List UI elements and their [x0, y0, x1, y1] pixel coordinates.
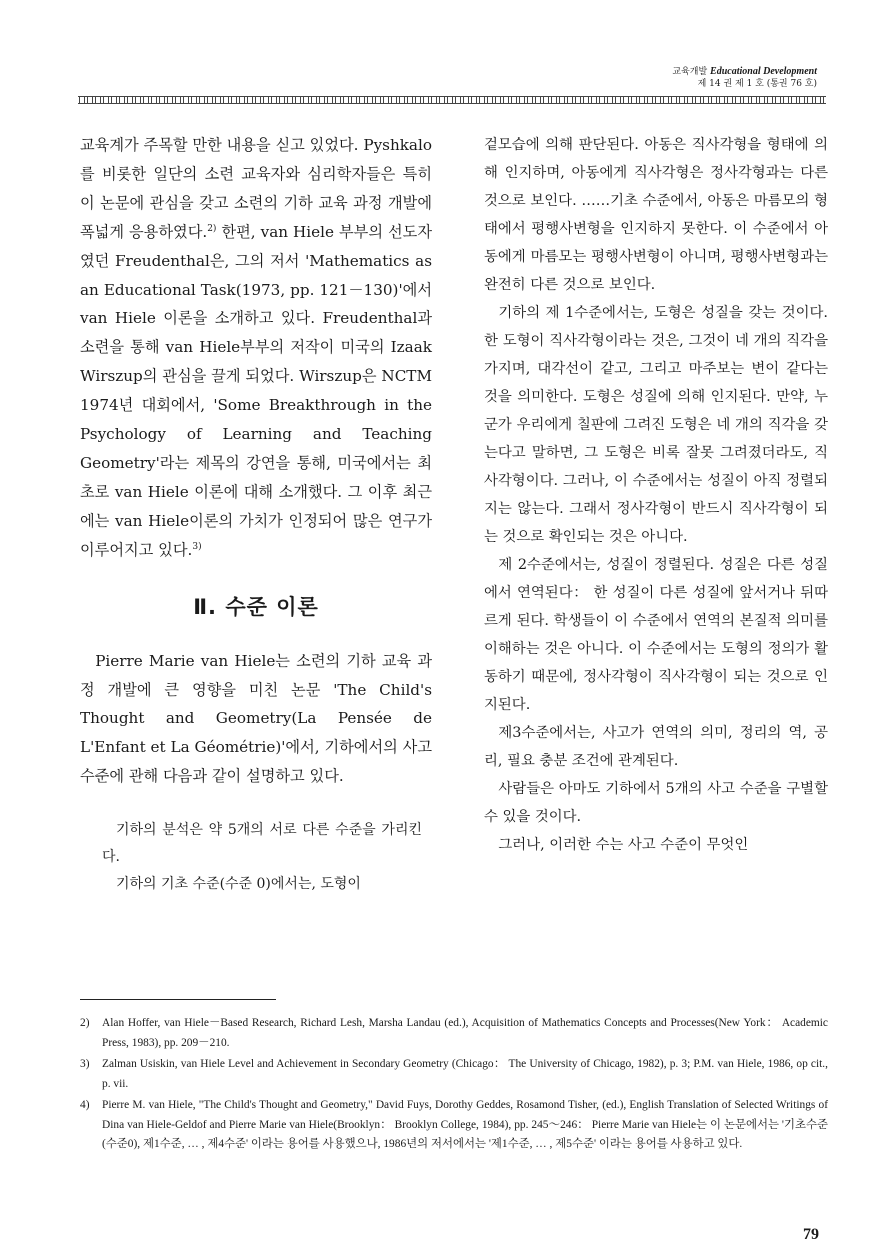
footnote-text: Alan Hoffer, van Hiele－Based Research, Richard Lesh, Marsha Landau (ed.), Acquisition of Mathematics Concepts and Processes(New York： Academic Press, 1983), pp. 209－210.: [102, 1017, 828, 1049]
footnote: [80, 1096, 828, 1155]
footnote-ref[interactable]: 3): [192, 541, 202, 552]
footnote-text: Pierre M. van Hiele, "The Child's Thought and Geometry," David Fuys, Dorothy Geddes, Rosamond Tisher, (ed.), English Translation of Selected Writings of Dina van Hiele-Geldof and Pierre Marie van Hiele(Brooklyn： Brooklyn College, 1984), pp. 245～246： Pierre Marie van Hiele는 이 논문에서는 '기초수준(수준0), 제1수준, … , 제4수준' 이라는 용어를 사용했으나, 1986년의 저서에서는 '제1수준, … , 제5수준' 이라는 용어를 사용하고 있다.: [102, 1099, 828, 1150]
journal-title-en: Educational Development: [710, 66, 817, 77]
footnote-number: 4): [80, 1099, 90, 1111]
section-heading: Ⅱ. 수준 이론: [193, 594, 319, 619]
quote-paragraph: 기하의 분석은 약 5개의 서로 다른 수준을 가리킨다.: [102, 822, 422, 866]
quote-paragraph: 제3수준에서는, 사고가 연역의 의미, 정리의 역, 공리, 필요 충분 조건에 관계된다.: [484, 725, 828, 769]
quote-paragraph: 겉모습에 의해 판단된다. 아동은 직사각형을 형태에 의해 인지하며, 아동에게 직사각형은 정사각형과는 다른 것으로 보인다. ……기초 수준에서, 아동은 마름모의 형태에서 평행사변형을 인지하지 못한다. 이 수준에서 아동에게 마름모는 평행사변형이 아니며, 평행사변형과는 완전히 다른 것으로 보인다.: [484, 137, 828, 293]
page-number: 79: [803, 1226, 819, 1243]
left-column: [80, 131, 432, 898]
paragraph-text: 한편, van Hiele 부부의 선도자였던 Freudenthal은, 그의 저서 'Mathematics as an Educational Task(1973, pp. 121－130)'에서 van Hiele 이론을 소개하고 있다. Freudenthal과 소련을 통해 van Hiele부부의 저작이 미국의 Izaak Wirszup의 관심을 끌게 되었다. Wirszup은 NCTM 1974년 대회에서, 'Some Breakthrough in the Psychology of Learning and Teaching Geometry'라는 제목의 강연을 통해, 미국에서는 최초로 van Hiele 이론에 대해 소개했다. 그 이후 최근에는 van Hiele이론의 가치가 인정되어 많은 연구가 이루어지고 있다.: [80, 222, 432, 559]
footnote: [80, 1014, 828, 1053]
footnote-ref[interactable]: 2): [207, 223, 217, 234]
footnotes: [80, 1014, 828, 1157]
footnote-number: 2): [80, 1017, 90, 1029]
right-column: [484, 131, 828, 859]
body-paragraph: [80, 131, 432, 565]
body-paragraph: Pierre Marie van Hiele는 소련의 기하 교육 과정 개발에 큰 영향을 미친 논문 'The Child's Thought and Geometry(La Pensée de L'Enfant et La Géométrie)'에서, 기하에서의 사고 수준에 관해 다음과 같이 설명하고 있다.: [80, 651, 432, 786]
header-rule: [78, 96, 826, 104]
paragraph-text: 교육계가 주목할 만한 내용을 싣고 있었다. Pyshkalo를 비롯한 일단의 소련 교육자와 심리학자들은 특히 이 논문에 관심을 갖고 소련의 기하 교육 과정 개발에 폭넓게 응용하였다.: [80, 136, 432, 241]
journal-title-ko: 교육개발: [672, 67, 708, 77]
quote-paragraph: 제 2수준에서는, 성질이 정렬된다. 성질은 다른 성질에서 연역된다： 한 성질이 다른 성질에 앞서거나 뒤따르게 된다. 학생들이 이 수준에서 연역의 본질적 의미를 이해하는 것은 아니다. 이 수준에서는 도형의 정의가 활동하기 때문에, 정사각형이 직사각형이 되는 것으로 인지된다.: [484, 557, 828, 713]
block-quote: [80, 817, 432, 898]
footnote: [80, 1055, 828, 1094]
footnote-text: Zalman Usiskin, van Hiele Level and Achievement in Secondary Geometry (Chicago： The University of Chicago, 1982), p. 3; P.M. van Hiele, 1986, op cit., p. vii.: [102, 1058, 828, 1090]
volume-line: 제 14 권 제 1 호 (통권 76 호): [697, 79, 817, 89]
quote-paragraph: 기하의 제 1수준에서는, 도형은 성질을 갖는 것이다. 한 도형이 직사각형이라는 것은, 그것이 네 개의 직각을 가지며, 대각선이 같고, 그리고 마주보는 변이 같다는 것을 의미한다. 도형은 성질에 의해 인지된다. 만약, 누군가 우리에게 칠판에 그려진 도형은 네 개의 직각을 갖는다고 말하면, 그 도형은 비록 잘못 그려졌더라도, 직사각형이다. 그러나, 이 수준에서는 성질이 아직 정렬되지는 않는다. 그래서 정사각형이 반드시 직사각형이 되는 것으로 확인되는 것은 아니다.: [484, 305, 828, 545]
footnote-number: 3): [80, 1058, 90, 1070]
quote-paragraph: 기하의 기초 수준(수준 0)에서는, 도형이: [116, 876, 361, 893]
footnote-divider: [80, 999, 276, 1000]
quote-paragraph: 사람들은 아마도 기하에서 5개의 사고 수준을 구별할 수 있을 것이다.: [484, 781, 828, 825]
quote-paragraph: 그러나, 이러한 수는 사고 수준이 무엇인: [498, 837, 749, 853]
running-header: [672, 66, 817, 90]
